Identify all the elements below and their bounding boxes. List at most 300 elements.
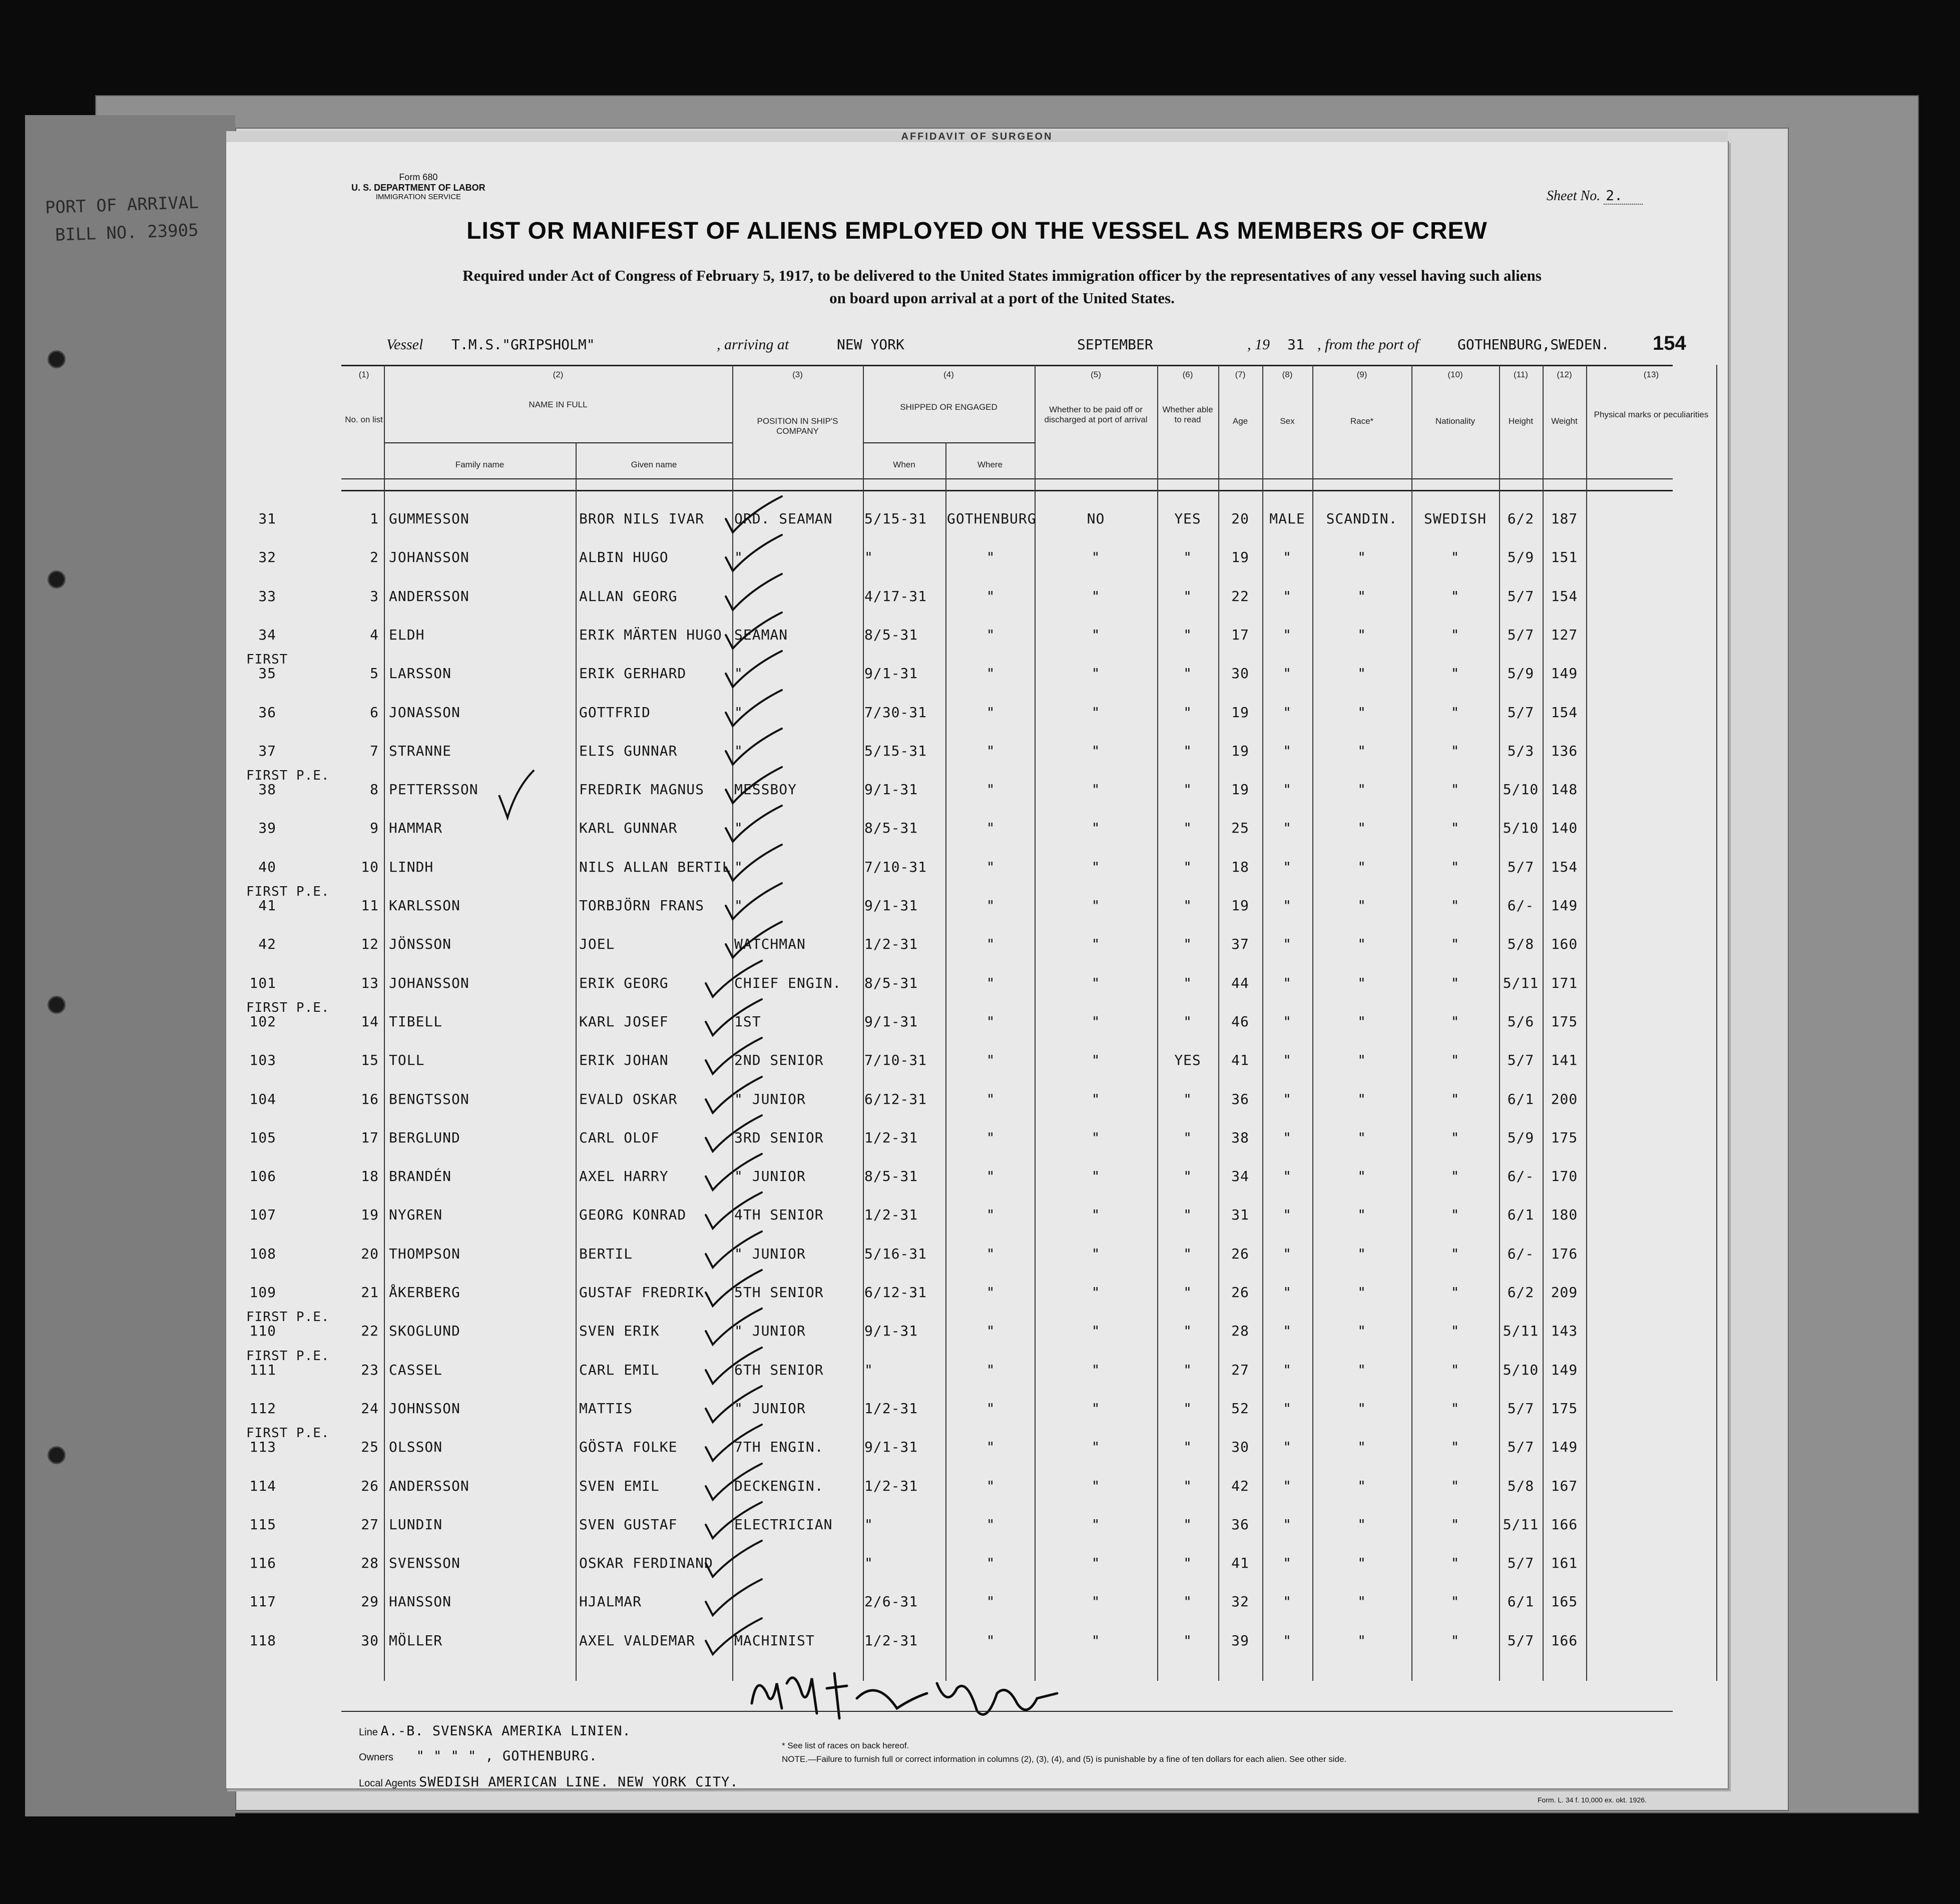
- weight: 170: [1551, 1168, 1578, 1185]
- table-row: [226, 1120, 1728, 1159]
- col-shipped: SHIPPED OR ENGAGED: [900, 402, 998, 412]
- able-to-read: YES: [1174, 510, 1201, 527]
- family-name: ELDH: [389, 626, 425, 643]
- engaged-when: 1/2-31: [864, 936, 918, 953]
- paid-off: NO: [1087, 510, 1105, 527]
- list-number: 25: [361, 1439, 379, 1456]
- nationality: ": [1450, 626, 1460, 643]
- weight: 180: [1551, 1206, 1578, 1223]
- position: 2ND SENIOR: [734, 1052, 824, 1069]
- age: 39: [1231, 1632, 1249, 1649]
- crew-number: 104: [249, 1090, 276, 1107]
- arrival-year: 31: [1287, 336, 1304, 353]
- colnum-10: (10): [1447, 370, 1463, 379]
- sex: ": [1283, 1129, 1292, 1146]
- engaged-where: ": [986, 1013, 996, 1030]
- engaged-where: ": [986, 1245, 996, 1262]
- engaged-when: 9/1-31: [864, 665, 918, 682]
- height: 6/1: [1507, 1206, 1535, 1223]
- subtitle-line1: Required under Act of Congress of February 5, 1917, to be delivered to the United States immigration officer by the representatives of any vessel having such aliens: [462, 267, 1542, 284]
- crew-number: 102: [249, 1013, 276, 1030]
- age: 20: [1231, 510, 1249, 527]
- crew-number: 114: [249, 1477, 276, 1494]
- table-row: [226, 811, 1728, 849]
- able-to-read: ": [1183, 1090, 1192, 1107]
- table-row: [226, 1310, 1728, 1352]
- race: ": [1357, 1284, 1366, 1301]
- crew-number: 35: [258, 665, 276, 682]
- list-number: 7: [370, 742, 379, 759]
- sex: ": [1283, 1439, 1292, 1456]
- given-name: TORBJÖRN FRANS: [579, 897, 705, 914]
- race: ": [1357, 1361, 1366, 1378]
- position: 5TH SENIOR: [734, 1284, 824, 1301]
- age: 31: [1231, 1206, 1249, 1223]
- able-to-read: ": [1183, 587, 1192, 604]
- paid-off: ": [1091, 974, 1101, 991]
- col-given-name: Given name: [631, 460, 677, 469]
- header-bottom-rule: [341, 490, 1673, 491]
- paid-off: ": [1091, 1323, 1101, 1340]
- able-to-read: ": [1183, 549, 1192, 566]
- position: " JUNIOR: [734, 1090, 806, 1107]
- given-name: FREDRIK MAGNUS: [579, 781, 705, 798]
- given-name: AXEL HARRY: [579, 1168, 669, 1185]
- able-to-read: ": [1183, 704, 1192, 721]
- punch-hole: [48, 1446, 66, 1464]
- table-row: [226, 1082, 1728, 1120]
- form-number: Form 680: [399, 172, 438, 182]
- race: ": [1357, 1593, 1366, 1610]
- engaged-where: ": [986, 549, 996, 566]
- weight: 175: [1551, 1400, 1578, 1417]
- col-able-read: Whether able to read: [1162, 405, 1213, 425]
- stamp-line2: BILL NO. 23905: [55, 220, 199, 245]
- sex: ": [1283, 665, 1292, 682]
- sheet-number: [1547, 187, 1643, 204]
- age: 28: [1231, 1323, 1249, 1340]
- subtitle: [376, 265, 1628, 310]
- table-row: [226, 927, 1728, 965]
- given-name: ALLAN GEORG: [579, 587, 678, 604]
- age: 27: [1231, 1361, 1249, 1378]
- weight: 149: [1551, 1361, 1578, 1378]
- able-to-read: ": [1183, 742, 1192, 759]
- engaged-where: ": [986, 1400, 996, 1417]
- age: 46: [1231, 1013, 1249, 1030]
- race: ": [1357, 1477, 1366, 1494]
- engaged-where: ": [986, 587, 996, 604]
- paid-off: ": [1091, 549, 1101, 566]
- family-name: HAMMAR: [389, 820, 443, 837]
- paid-off: ": [1091, 936, 1101, 953]
- height: 6/1: [1507, 1593, 1535, 1610]
- sex: MALE: [1269, 510, 1305, 527]
- engaged-where: ": [986, 1129, 996, 1146]
- department: U. S. DEPARTMENT OF LABOR: [351, 182, 485, 193]
- family-name: SVENSSON: [389, 1555, 460, 1572]
- family-name: JOHNSSON: [389, 1400, 460, 1417]
- engaged-when: 5/16-31: [864, 1245, 927, 1262]
- crew-number: 106: [249, 1168, 276, 1185]
- nationality: ": [1450, 1090, 1460, 1107]
- nationality: ": [1450, 665, 1460, 682]
- line-label: Line: [359, 1727, 378, 1738]
- height: 5/8: [1507, 936, 1535, 953]
- weight: 209: [1551, 1284, 1578, 1301]
- nationality: ": [1450, 858, 1460, 875]
- colnum-11: (11): [1514, 370, 1528, 379]
- agents-label: Local Agents: [359, 1778, 416, 1789]
- position: CHIEF ENGIN.: [734, 974, 842, 991]
- family-name: TOLL: [389, 1052, 425, 1069]
- col-paid-off: Whether to be paid off or discharged at port of arrival: [1044, 405, 1148, 425]
- crew-number: 109: [249, 1284, 276, 1301]
- weight: 154: [1551, 587, 1578, 604]
- family-name: GUMMESSON: [389, 510, 469, 527]
- engaged-where: ": [986, 665, 996, 682]
- height: 5/10: [1503, 820, 1539, 837]
- engaged-when: 8/5-31: [864, 626, 918, 643]
- sex: ": [1283, 1632, 1292, 1649]
- table-row: [226, 540, 1728, 578]
- table-row: [226, 1236, 1728, 1275]
- sex: ": [1283, 820, 1292, 837]
- sex: ": [1283, 549, 1292, 566]
- position: MESSBOY: [734, 781, 797, 798]
- agents-value: SWEDISH AMERICAN LINE. NEW YORK CITY.: [419, 1774, 739, 1790]
- weight: 187: [1551, 510, 1578, 527]
- sex: ": [1283, 1361, 1292, 1378]
- crew-number: 33: [258, 587, 276, 604]
- paid-off: ": [1091, 1361, 1101, 1378]
- engaged-where: ": [986, 1206, 996, 1223]
- race: ": [1357, 1052, 1366, 1069]
- height: 5/10: [1503, 781, 1539, 798]
- sex: ": [1283, 704, 1292, 721]
- paid-off: ": [1091, 781, 1101, 798]
- crew-number: 110: [249, 1323, 276, 1340]
- age: 19: [1231, 704, 1249, 721]
- weight: 175: [1551, 1013, 1578, 1030]
- paid-off: ": [1091, 1052, 1101, 1069]
- race: ": [1357, 897, 1366, 914]
- nationality: ": [1450, 1129, 1460, 1146]
- col-where: Where: [977, 460, 1003, 469]
- paid-off: ": [1091, 820, 1101, 837]
- position: ": [734, 665, 743, 682]
- family-name: LARSSON: [389, 665, 452, 682]
- weight: 175: [1551, 1129, 1578, 1146]
- engaged-where: ": [986, 1439, 996, 1456]
- family-name: BRANDÉN: [389, 1168, 452, 1185]
- height: 5/11: [1503, 1323, 1539, 1340]
- position: ": [734, 742, 743, 759]
- engaged-where: ": [986, 1052, 996, 1069]
- age: 17: [1231, 626, 1249, 643]
- vessel-name: T.M.S."GRIPSHOLM": [451, 336, 595, 353]
- given-name: SVEN GUSTAF: [579, 1516, 678, 1533]
- weight: 149: [1551, 897, 1578, 914]
- col-position: POSITION IN SHIP'S COMPANY: [757, 416, 838, 436]
- col-marks: Physical marks or peculiarities: [1594, 410, 1709, 419]
- engaged-when: 9/1-31: [864, 1323, 918, 1340]
- sex: ": [1283, 1013, 1292, 1030]
- sex: ": [1283, 1245, 1292, 1262]
- list-number: 13: [361, 974, 379, 991]
- height: 5/9: [1507, 549, 1535, 566]
- weight: 165: [1551, 1593, 1578, 1610]
- able-to-read: ": [1183, 1593, 1192, 1610]
- sex: ": [1283, 1090, 1292, 1107]
- given-name: KARL JOSEF: [579, 1013, 669, 1030]
- colnum-2: (2): [553, 370, 564, 379]
- nationality: ": [1450, 820, 1460, 837]
- colnum-8: (8): [1282, 370, 1293, 379]
- race: ": [1357, 1516, 1366, 1533]
- given-name: SVEN EMIL: [579, 1477, 660, 1494]
- from-label: , from the port of: [1317, 336, 1419, 353]
- age: 44: [1231, 974, 1249, 991]
- engaged-when: 8/5-31: [864, 1168, 918, 1185]
- crew-number: 115: [249, 1516, 276, 1533]
- height: 5/7: [1507, 1632, 1535, 1649]
- able-to-read: ": [1183, 974, 1192, 991]
- weight: 154: [1551, 858, 1578, 875]
- sex: ": [1283, 1593, 1292, 1610]
- table-row: [226, 1584, 1728, 1623]
- footer-owners: [359, 1748, 598, 1764]
- position: ORD. SEAMAN: [734, 510, 833, 527]
- position: ": [734, 858, 743, 875]
- crew-number: 41: [258, 897, 276, 914]
- nationality: ": [1450, 1439, 1460, 1456]
- given-name: SVEN ERIK: [579, 1323, 660, 1340]
- family-name: JOHANSSON: [389, 974, 469, 991]
- crew-number: 34: [258, 626, 276, 643]
- engaged-when: 4/17-31: [864, 587, 927, 604]
- page-title: LIST OR MANIFEST OF ALIENS EMPLOYED ON THE VESSEL AS MEMBERS OF CREW: [466, 218, 1488, 244]
- list-number: 8: [370, 781, 379, 798]
- given-name: GOTTFRID: [579, 704, 651, 721]
- position: ELECTRICIAN: [734, 1516, 833, 1533]
- crew-number: 117: [249, 1593, 276, 1610]
- given-name: ALBIN HUGO: [579, 549, 669, 566]
- engaged-when: 2/6-31: [864, 1593, 918, 1610]
- engaged-where: ": [986, 1323, 996, 1340]
- able-to-read: ": [1183, 1168, 1192, 1185]
- age: 30: [1231, 665, 1249, 682]
- table-row: [226, 1623, 1728, 1662]
- paid-off: ": [1091, 858, 1101, 875]
- crew-number: 107: [249, 1206, 276, 1223]
- able-to-read: ": [1183, 897, 1192, 914]
- able-to-read: ": [1183, 1632, 1192, 1649]
- weight: 143: [1551, 1323, 1578, 1340]
- given-name: ERIK JOHAN: [579, 1052, 669, 1069]
- given-name: GUSTAF FREDRIK: [579, 1284, 705, 1301]
- race: ": [1357, 1632, 1366, 1649]
- header-top-rule: [341, 365, 1673, 366]
- able-to-read: ": [1183, 1439, 1192, 1456]
- table-row: [226, 1507, 1728, 1546]
- sex: ": [1283, 781, 1292, 798]
- list-number: 14: [361, 1013, 379, 1030]
- age: 30: [1231, 1439, 1249, 1456]
- nationality: ": [1450, 1323, 1460, 1340]
- nationality: ": [1450, 704, 1460, 721]
- family-name: PETTERSSON: [389, 781, 478, 798]
- race: ": [1357, 626, 1366, 643]
- engaged-when: 6/12-31: [864, 1284, 927, 1301]
- engaged-when: 7/10-31: [864, 858, 927, 875]
- paid-off: ": [1091, 742, 1101, 759]
- page-number: 154: [1653, 332, 1686, 354]
- weight: 149: [1551, 665, 1578, 682]
- list-number: 15: [361, 1052, 379, 1069]
- weight: 154: [1551, 704, 1578, 721]
- height: 5/8: [1507, 1477, 1535, 1494]
- col-age: Age: [1232, 416, 1248, 426]
- family-name: SKOGLUND: [389, 1323, 460, 1340]
- weight: 200: [1551, 1090, 1578, 1107]
- first-pe-note: FIRST: [246, 652, 288, 668]
- weight: 141: [1551, 1052, 1578, 1069]
- given-name: BERTIL: [579, 1245, 633, 1262]
- height: 5/10: [1503, 1361, 1539, 1378]
- paid-off: ": [1091, 704, 1101, 721]
- height: 6/2: [1507, 1284, 1535, 1301]
- first-pe-note: FIRST P.E.: [246, 1310, 330, 1325]
- able-to-read: ": [1183, 1516, 1192, 1533]
- stamp-line1: PORT OF ARRIVAL: [45, 192, 199, 218]
- sex: ": [1283, 974, 1292, 991]
- crew-number: 101: [249, 974, 276, 991]
- nationality: SWEDISH: [1423, 510, 1487, 527]
- col-name-in-full: NAME IN FULL: [529, 400, 588, 409]
- engaged-where: ": [986, 1477, 996, 1494]
- paid-off: ": [1091, 1632, 1101, 1649]
- height: 6/2: [1507, 510, 1535, 527]
- list-number: 27: [361, 1516, 379, 1533]
- weight: 161: [1551, 1555, 1578, 1572]
- engaged-where: ": [986, 1361, 996, 1378]
- engaged-where: ": [986, 858, 996, 875]
- table-row: [226, 695, 1728, 734]
- given-name: GÖSTA FOLKE: [579, 1439, 678, 1456]
- list-number: 9: [370, 820, 379, 837]
- family-name: NYGREN: [389, 1206, 443, 1223]
- family-name: HANSSON: [389, 1593, 452, 1610]
- position: MACHINIST: [734, 1632, 815, 1649]
- able-to-read: ": [1183, 1206, 1192, 1223]
- given-name: CARL EMIL: [579, 1361, 660, 1378]
- table-row: [226, 617, 1728, 656]
- engaged-when: 9/1-31: [864, 897, 918, 914]
- engaged-where: ": [986, 1593, 996, 1610]
- crew-number: 32: [258, 549, 276, 566]
- position: 7TH ENGIN.: [734, 1439, 824, 1456]
- weight: 160: [1551, 936, 1578, 953]
- given-name: ERIK GERHARD: [579, 665, 687, 682]
- height: 5/7: [1507, 1555, 1535, 1572]
- race: ": [1357, 549, 1366, 566]
- sex: ": [1283, 626, 1292, 643]
- able-to-read: ": [1183, 1361, 1192, 1378]
- position: 6TH SENIOR: [734, 1361, 824, 1378]
- engaged-where: ": [986, 1555, 996, 1572]
- family-name: ÅKERBERG: [389, 1284, 460, 1301]
- colnum-4: (4): [943, 370, 954, 379]
- weight: 166: [1551, 1632, 1578, 1649]
- shipped-sub-rule: [863, 442, 1035, 443]
- engaged-when: ": [864, 1516, 873, 1533]
- paid-off: ": [1091, 1439, 1101, 1456]
- sex: ": [1283, 897, 1292, 914]
- col-nationality: Nationality: [1435, 416, 1476, 426]
- height: 5/7: [1507, 1052, 1535, 1069]
- table-row: [226, 768, 1728, 811]
- engaged-where: ": [986, 781, 996, 798]
- able-to-read: ": [1183, 665, 1192, 682]
- list-number: 29: [361, 1593, 379, 1610]
- weight: 166: [1551, 1516, 1578, 1533]
- height: 5/7: [1507, 1439, 1535, 1456]
- owners-value: " " " " , GOTHENBURG.: [416, 1748, 598, 1764]
- nationality: ": [1450, 1361, 1460, 1378]
- race: ": [1357, 1245, 1366, 1262]
- crew-number: 103: [249, 1052, 276, 1069]
- nationality: ": [1450, 1477, 1460, 1494]
- crew-number: 118: [249, 1632, 276, 1649]
- nationality: ": [1450, 1013, 1460, 1030]
- able-to-read: ": [1183, 1400, 1192, 1417]
- sex: ": [1283, 858, 1292, 875]
- family-name: LUNDIN: [389, 1516, 443, 1533]
- col-height: Height: [1508, 416, 1534, 426]
- sex: ": [1283, 1206, 1292, 1223]
- race: ": [1357, 974, 1366, 991]
- given-name: ERIK MÄRTEN HUGO: [579, 626, 722, 643]
- table-row: [226, 1000, 1728, 1043]
- engaged-when: ": [864, 1361, 873, 1378]
- nationality: ": [1450, 1593, 1460, 1610]
- crew-number: 111: [249, 1361, 276, 1378]
- nationality: ": [1450, 1284, 1460, 1301]
- height: 6/-: [1507, 1245, 1535, 1262]
- given-name: AXEL VALDEMAR: [579, 1632, 696, 1649]
- list-number: 17: [361, 1129, 379, 1146]
- engaged-when: ": [864, 549, 873, 566]
- engaged-when: 8/5-31: [864, 974, 918, 991]
- able-to-read: ": [1183, 626, 1192, 643]
- race: ": [1357, 1206, 1366, 1223]
- given-name: MATTIS: [579, 1400, 633, 1417]
- list-number: 11: [361, 897, 379, 914]
- sex: ": [1283, 1168, 1292, 1185]
- crew-number: 40: [258, 858, 276, 875]
- family-name: LINDH: [389, 858, 434, 875]
- engaged-where: ": [986, 704, 996, 721]
- sex: ": [1283, 1052, 1292, 1069]
- race: ": [1357, 665, 1366, 682]
- engaged-where: ": [986, 1516, 996, 1533]
- crew-number: 105: [249, 1129, 276, 1146]
- height: 6/-: [1507, 1168, 1535, 1185]
- nationality: ": [1450, 1516, 1460, 1533]
- able-to-read: ": [1183, 1477, 1192, 1494]
- colnum-13: (13): [1643, 370, 1659, 379]
